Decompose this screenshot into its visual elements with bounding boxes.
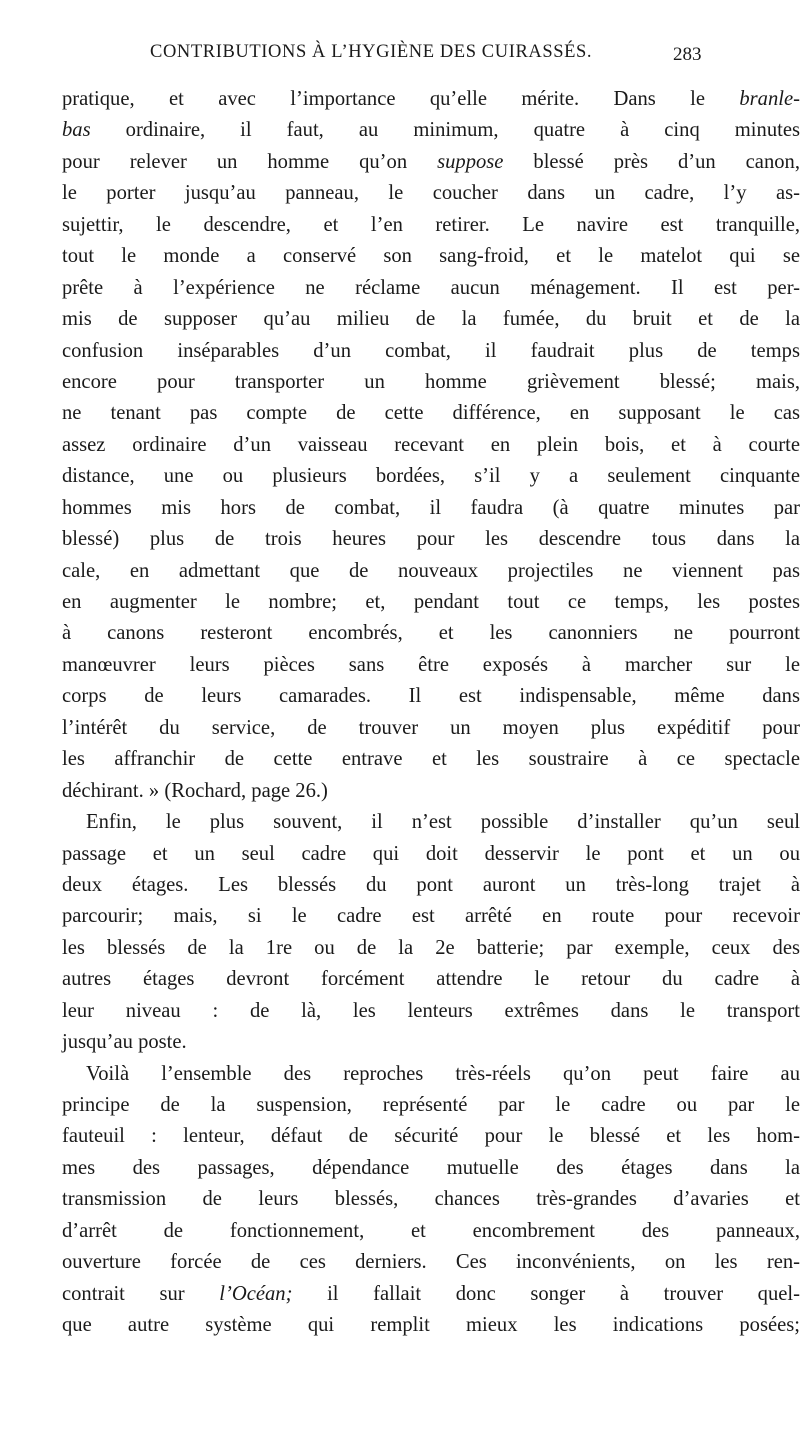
running-title: CONTRIBUTIONS À L’HYGIÈNE DES CUIRASSÉS. <box>150 42 593 62</box>
text-line-paragraph-end: déchirant. » (Rochard, page 26.) <box>62 779 328 802</box>
text-line: deux étages. Les blessés du pont auront un très-long trajet à <box>62 873 800 896</box>
text-line: ne tenant pas compte de cette différence, en supposant le cas <box>62 402 800 425</box>
text-line: hommes mis hors de combat, il faudra (à quatre minutes par <box>62 496 800 519</box>
text-line: pratique, et avec l’importance qu’elle mérite. Dans le branle- <box>62 88 800 110</box>
italic-word: l’Océan; <box>219 1282 293 1305</box>
text-line: parcourir; mais, si le cadre est arrêté en route pour recevoir <box>62 905 800 928</box>
text-line: prête à l’expérience ne réclame aucun ménagement. Il est per- <box>62 276 800 299</box>
text-line: mis de supposer qu’au milieu de la fumée, du bruit et de la <box>62 308 800 331</box>
text-line: principe de la suspension, représenté par le cadre ou par le <box>62 1094 800 1116</box>
text-line: ouverture forcée de ces derniers. Ces inconvénients, on les ren- <box>62 1251 800 1274</box>
text-line: que autre système qui remplit mieux les indications posées; <box>62 1314 800 1337</box>
text-line: à canons resteront encombrés, et les canonniers ne pourront <box>62 622 800 645</box>
text-line: contrait sur l’Océan; il fallait donc songer à trouver quel- <box>62 1282 800 1305</box>
text-line: l’intérêt du service, de trouver un moyen plus expéditif pour <box>62 716 800 739</box>
text-line: en augmenter le nombre; et, pendant tout ce temps, les postes <box>62 591 800 613</box>
text-line: cale, en admettant que de nouveaux projectiles ne viennent pas <box>62 559 800 582</box>
italic-word: branle- <box>739 88 800 110</box>
running-head <box>62 42 800 70</box>
text-line: confusion inséparables d’un combat, il faudrait plus de temps <box>62 339 800 362</box>
text-line: sujettir, le descendre, et l’en retirer. Le navire est tranquille, <box>62 213 800 236</box>
text-line: bas ordinaire, il faut, au minimum, quatre à cinq minutes <box>62 119 800 142</box>
text-line: distance, une ou plusieurs bordées, s’il y a seulement cinquante <box>62 465 800 488</box>
italic-word: bas <box>62 119 91 142</box>
text-line: manœuvrer leurs pièces sans être exposés à marcher sur le <box>62 653 800 676</box>
text-line: passage et un seul cadre qui doit desservir le pont et un ou <box>62 842 800 865</box>
text-line-paragraph-start: Voilà l’ensemble des reproches très-réels qu’on peut faire au <box>86 1062 800 1085</box>
italic-word: suppose <box>437 150 504 173</box>
text-line: les blessés de la 1re ou de la 2e batterie; par exemple, ceux des <box>62 936 800 959</box>
text-line: corps de leurs camarades. Il est indispensable, même dans <box>62 685 800 708</box>
text-line: assez ordinaire d’un vaisseau recevant en plein bois, et à courte <box>62 433 800 456</box>
text-line-paragraph-start: Enfin, le plus souvent, il n’est possible d’installer qu’un seul <box>86 811 800 834</box>
page-number: 283 <box>673 44 702 65</box>
text-line: mes des passages, dépendance mutuelle des étages dans la <box>62 1156 800 1179</box>
text-line: encore pour transporter un homme grièvement blessé; mais, <box>62 370 800 393</box>
text-line: autres étages devront forcément attendre le retour du cadre à <box>62 968 800 991</box>
text-line: pour relever un homme qu’on suppose blessé près d’un canon, <box>62 150 800 173</box>
text-line: le porter jusqu’au panneau, le coucher dans un cadre, l’y as- <box>62 182 800 205</box>
text-line: les affranchir de cette entrave et les soustraire à ce spectacle <box>62 748 800 771</box>
text-line: d’arrêt de fonctionnement, et encombrement des panneaux, <box>62 1219 800 1242</box>
text-line: transmission de leurs blessés, chances très-grandes d’avaries et <box>62 1188 800 1211</box>
text-line: tout le monde a conservé son sang-froid, et le matelot qui se <box>62 245 800 268</box>
text-line-paragraph-end: jusqu’au poste. <box>62 1031 187 1054</box>
text-line: fauteuil : lenteur, défaut de sécurité pour le blessé et les hom- <box>62 1125 800 1148</box>
text-line: leur niveau : de là, les lenteurs extrêmes dans le transport <box>62 999 800 1022</box>
text-line: blessé) plus de trois heures pour les descendre tous dans la <box>62 528 800 551</box>
body-text <box>62 84 800 1342</box>
